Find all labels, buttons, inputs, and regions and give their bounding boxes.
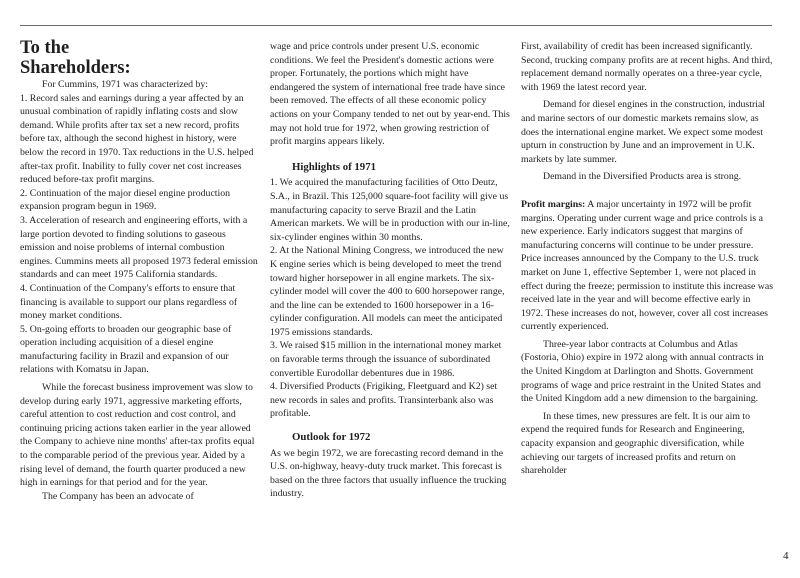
body-paragraph: Demand in the Diversified Products area is strong.	[543, 171, 742, 183]
page-title: To the Shareholders:	[20, 38, 131, 78]
profit-margins-label: Profit margins:	[521, 198, 586, 210]
outlook-heading: Outlook for 1972	[292, 431, 371, 444]
list-item: 2. Continuation of the major diesel engine production expansion program begun in 1969.	[20, 187, 231, 213]
column-2	[270, 40, 510, 501]
intro-paragraph: For Cummins, 1971 was characterized by:	[42, 79, 208, 90]
body-paragraph: In these times, new pressures are felt. It is our aim to expend the required funds for Research and Engineering, capacity expansion and geographic diversification, while achieving our targets of increased profits and return on shareholder	[521, 410, 751, 477]
list-item: 4. Continuation of the Company's efforts to ensure that financing is available to support our plans regardless of money market conditions.	[20, 282, 238, 322]
list-item: 2. At the National Mining Congress, we introduced the new K engine series which is being developed to meet the trend toward higher horsepower in all engine markets. The six-cylinder model will cover the 400 to 600 horsepower range, and the line can be extended to 1600 horsepower in a 16-cylinder configuration. All models can meet the anticipated 1975 emissions standards.	[270, 245, 505, 338]
body-paragraph: As we begin 1972, we are forecasting record demand in the U.S. on-highway, heavy-duty truck market. This forecast is based on the three factors that usually influence the trucking industry.	[270, 447, 507, 500]
top-rule	[20, 25, 772, 26]
profit-margins-paragraph	[521, 198, 773, 334]
page-number: 4	[783, 550, 789, 562]
profit-margins-text: A major uncertainty in 1972 will be profit margins. Operating under current wage and price controls is a new experience. Early indicators suggest that margins of manufacturing concerns will continue to be under pressure. Price increases announced by the Company to the U.S. truck market on June 1, effective September 1, were not placed in effect during the freeze; permission to institute this increase was received late in the year and will become effective early in 1972. These increases do not, however, cover all cost increases currently experienced.	[521, 198, 774, 333]
list-item: 5. On-going efforts to broaden our geographic base of operation including acquisition of a diesel engine manufacturing facility in Brazil and expansion of our relations with Komatsu in Japan.	[20, 323, 232, 376]
body-paragraph: First, availability of credit has been increased significantly. Second, trucking company profits are at recent highs. And third, replacement demand normally operates on a three-year cycle, with 1969 the latest record year.	[521, 41, 773, 93]
list-item: 4. Diversified Products (Frigiking, Fleetguard and K2) set new records in sales and profits. Transinterbank also was profitable.	[270, 381, 498, 420]
body-paragraph: Demand for diesel engines in the construction, industrial and marine sectors of our domestic markets remains slow, as does the international engine market. We expect some modest upturn in construction by June and an improvement in U.K. markets by late summer.	[521, 99, 766, 165]
list-item: 3. Acceleration of research and engineering efforts, with a large portion devoted to finding solutions to gaseous emission and noise problems of internal combustion engines. Cummins meets all proposed 1973 federal emission standards and can meet 1975 California standards.	[20, 214, 258, 281]
list-item: 1. We acquired the manufacturing facilities of Otto Deutz, S.A., in Brazil. This 125,000 square-foot facility will give us manufacturing capacity to serve Brazil and the Latin American markets. We will be in production with our in-line, six-cylinder engines within 30 months.	[270, 177, 510, 243]
body-paragraph: While the forecast business improvement was slow to develop during early 1971, aggressive marketing efforts, careful attention to cost reduction and cost control, and continuing pricing actions taken earlier in the year allowed the Company to achieve nine months' after-tax profits equal to the comparable period of the previous year. Aided by a rising level of demand, the fourth quarter produced a new high in earnings for that period and for the year.	[20, 382, 255, 489]
body-paragraph: Three-year labor contracts at Columbus and Atlas (Fostoria, Ohio) expire in 1972 along with annual contracts in the United Kingdom at Darlington and Shotts. Government programs of wage and price restraint in the United States and the United Kingdom add a new dimension to the bargaining.	[521, 338, 764, 405]
body-paragraph: wage and price controls under present U.S. economic conditions. We feel the President's domestic actions were proper. Fortunately, the portions which might have endangered the system of international free trade have since been removed. The effects of all these economic policy actions on your Company tended to net out by year-end. This may not hold true for 1972, when growing restriction of profit margins appears likely.	[270, 41, 510, 148]
highlights-heading: Highlights of 1971	[292, 160, 376, 173]
column-3	[521, 40, 773, 478]
body-paragraph: The Company has been an advocate of	[42, 490, 194, 502]
column-1	[20, 38, 258, 503]
list-item: 3. We raised $15 million in the international money market on favorable terms through the issuance of subordinated convertible Eurodollar debentures due in 1986.	[270, 340, 502, 379]
list-item: 1. Record sales and earnings during a year affected by an unusual combination of rapidly inflating costs and slow demand. While profits after tax set a new record, profits before tax, although the second highest in history, were below the record in 1970. Tax reductions in the U.S. helped after-tax profit. Inability to fully cover net cost increases reduced before-tax profit margins.	[20, 92, 254, 186]
